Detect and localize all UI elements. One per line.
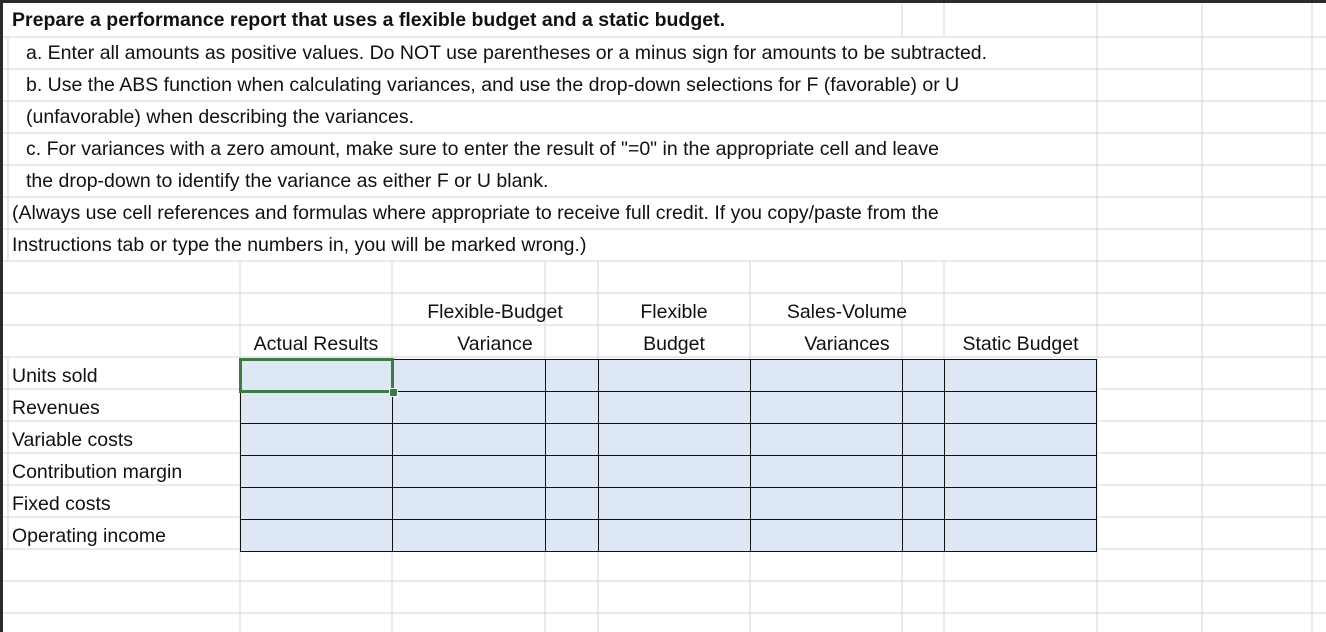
- cell-contribution-margin-actual[interactable]: [240, 455, 393, 488]
- cell-revenues-sales-volume-fu-dropdown[interactable]: [902, 391, 945, 424]
- cell-units-sold-flexible-budget[interactable]: [598, 359, 751, 392]
- cell-units-sold-sales-volume-fu-dropdown[interactable]: [902, 359, 945, 392]
- cell-contribution-margin-static-budget[interactable]: [944, 455, 1097, 488]
- instructions-title: Prepare a performance report that uses a flexible budget and a static budget.: [12, 9, 726, 31]
- instruction-c-line2: the drop-down to identify the variance as either F or U blank.: [26, 170, 549, 192]
- cell-variable-costs-sales-volume-fu-dropdown[interactable]: [902, 423, 945, 456]
- cell-revenues-flex-variance-fu-dropdown[interactable]: [545, 391, 599, 424]
- header-static-budget: Static Budget: [962, 333, 1079, 355]
- cell-revenues-flex-variance[interactable]: [392, 391, 546, 424]
- row-label-revenues: Revenues: [12, 397, 100, 419]
- cell-contribution-margin-sales-volume-fu-dropdown[interactable]: [902, 455, 945, 488]
- cell-fixed-costs-sales-volume-fu-dropdown[interactable]: [902, 487, 945, 520]
- cell-units-sold-sales-volume-variance[interactable]: [750, 359, 903, 392]
- cell-fixed-costs-flex-variance[interactable]: [392, 487, 546, 520]
- cell-units-sold-flex-variance[interactable]: [392, 359, 546, 392]
- cell-revenues-static-budget[interactable]: [944, 391, 1097, 424]
- row-label-fixed-costs: Fixed costs: [12, 493, 111, 515]
- note-line2: Instructions tab or type the numbers in, you will be marked wrong.): [12, 234, 587, 256]
- instruction-a: a. Enter all amounts as positive values. Do NOT use parentheses or a minus sign for amounts to be subtracted.: [26, 42, 988, 64]
- cell-variable-costs-flex-variance-fu-dropdown[interactable]: [545, 423, 599, 456]
- cell-fixed-costs-actual[interactable]: [240, 487, 393, 520]
- cell-fixed-costs-flex-variance-fu-dropdown[interactable]: [545, 487, 599, 520]
- cell-units-sold-flex-variance-fu-dropdown[interactable]: [545, 359, 599, 392]
- cell-operating-income-flex-variance[interactable]: [392, 519, 546, 552]
- cell-variable-costs-actual[interactable]: [240, 423, 393, 456]
- cell-fixed-costs-sales-volume-variance[interactable]: [750, 487, 903, 520]
- cell-operating-income-flexible-budget[interactable]: [598, 519, 751, 552]
- header-flexible-budget-variance-line1: Flexible-Budget: [427, 301, 563, 323]
- cell-variable-costs-flex-variance[interactable]: [392, 423, 546, 456]
- window-top-edge: [0, 0, 1326, 3]
- cell-variable-costs-flexible-budget[interactable]: [598, 423, 751, 456]
- cell-contribution-margin-flexible-budget[interactable]: [598, 455, 751, 488]
- row-label-operating-income: Operating income: [12, 525, 166, 547]
- instruction-b-line2: (unfavorable) when describing the variances.: [26, 106, 415, 128]
- cell-revenues-flexible-budget[interactable]: [598, 391, 751, 424]
- row-label-variable-costs: Variable costs: [12, 429, 134, 451]
- header-actual-results: Actual Results: [253, 333, 379, 355]
- cell-operating-income-flex-variance-fu-dropdown[interactable]: [545, 519, 599, 552]
- header-sales-volume-variances-line2: Variances: [804, 333, 890, 355]
- instruction-b-line1: b. Use the ABS function when calculating variances, and use the drop-down selections for F (favorable) or U: [26, 74, 960, 96]
- instruction-c-line1: c. For variances with a zero amount, make sure to enter the result of "=0" in the appropriate cell and leave: [26, 138, 939, 160]
- active-cell-selection[interactable]: [239, 358, 394, 393]
- window-left-edge: [0, 0, 3, 632]
- row-label-units-sold: Units sold: [12, 365, 98, 387]
- cell-operating-income-sales-volume-variance[interactable]: [750, 519, 903, 552]
- cell-fixed-costs-flexible-budget[interactable]: [598, 487, 751, 520]
- cell-operating-income-static-budget[interactable]: [944, 519, 1097, 552]
- header-sales-volume-variances-line1: Sales-Volume: [786, 301, 908, 323]
- cell-variable-costs-static-budget[interactable]: [944, 423, 1097, 456]
- cell-variable-costs-sales-volume-variance[interactable]: [750, 423, 903, 456]
- cell-fixed-costs-static-budget[interactable]: [944, 487, 1097, 520]
- cell-revenues-sales-volume-variance[interactable]: [750, 391, 903, 424]
- cell-revenues-actual[interactable]: [240, 391, 393, 424]
- cell-contribution-margin-sales-volume-variance[interactable]: [750, 455, 903, 488]
- fill-handle[interactable]: [389, 388, 398, 397]
- header-flexible-budget-variance-line2: Variance: [457, 333, 533, 355]
- cell-operating-income-actual[interactable]: [240, 519, 393, 552]
- cell-contribution-margin-flex-variance[interactable]: [392, 455, 546, 488]
- note-line1: (Always use cell references and formulas where appropriate to receive full credit. If you copy/paste from the: [12, 202, 939, 224]
- cell-units-sold-static-budget[interactable]: [944, 359, 1097, 392]
- header-flexible-budget-line1: Flexible: [640, 301, 708, 323]
- cell-operating-income-sales-volume-fu-dropdown[interactable]: [902, 519, 945, 552]
- header-flexible-budget-line2: Budget: [643, 333, 705, 355]
- row-label-contribution-margin: Contribution margin: [12, 461, 183, 483]
- cell-contribution-margin-flex-variance-fu-dropdown[interactable]: [545, 455, 599, 488]
